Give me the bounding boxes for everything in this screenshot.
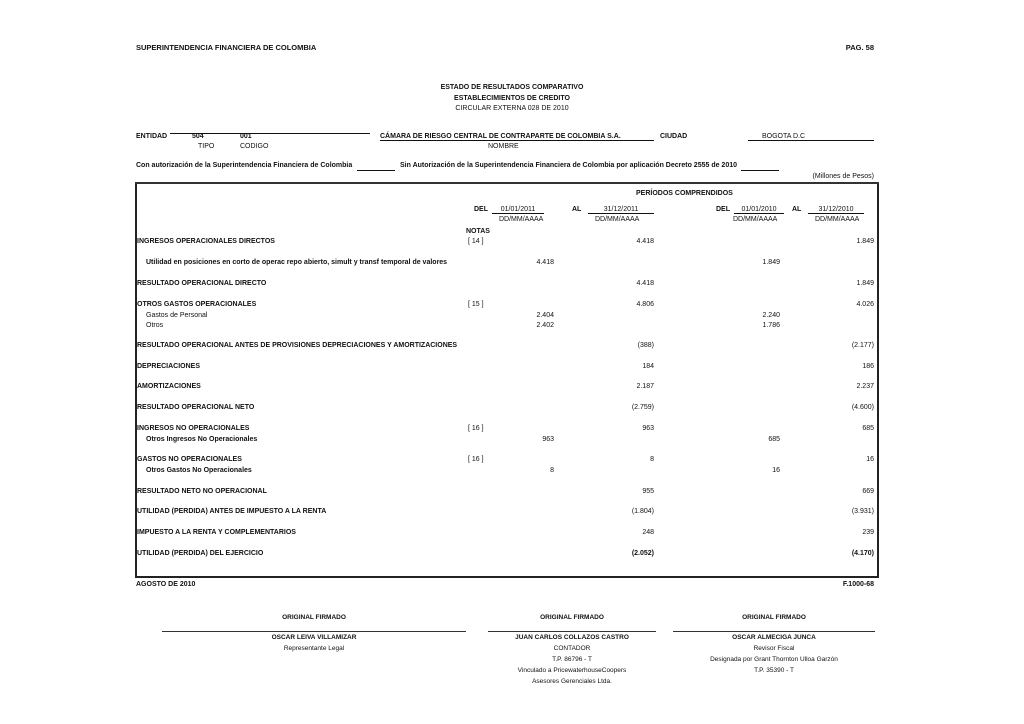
row-value-c3: 2.240 <box>762 312 780 319</box>
row-note: [ 15 ] <box>468 301 484 308</box>
row-value-c3: 685 <box>768 436 780 443</box>
signatory-detail: Representante Legal <box>283 645 345 652</box>
row-value-c4: 186 <box>862 363 874 370</box>
signatory-name: OSCAR LEIVA VILLAMIZAR <box>271 634 357 641</box>
p1-to-date: 31/12/2011 <box>588 206 654 214</box>
signatory-detail: CONTADOR <box>553 645 591 652</box>
row-note: [ 14 ] <box>468 238 484 245</box>
p1-from-format: DD/MM/AAAA <box>499 216 544 223</box>
authorization-without-blank <box>741 162 779 171</box>
row-value-c2: 248 <box>642 529 654 536</box>
signatory-name: OSCAR ALMECIGA JUNCA <box>732 634 816 641</box>
row-value-c4: 16 <box>866 456 874 463</box>
row-value-c1: 8 <box>550 467 554 474</box>
form-code: F.1000-68 <box>842 581 874 588</box>
row-value-c1: 2.404 <box>536 312 554 319</box>
signature-status: ORIGINAL FIRMADO <box>540 614 604 621</box>
authorization-with: Con autorización de la Superintendencia Financiera de Colombia <box>136 162 353 169</box>
p1-al-label: AL <box>572 206 582 213</box>
row-value-c2: (2.759) <box>631 404 654 411</box>
row-label: AMORTIZACIONES <box>137 383 201 390</box>
entity-codigo: 001 <box>240 133 252 140</box>
row-value-c2: 4.418 <box>636 280 654 287</box>
row-value-c2: (1.804) <box>631 508 654 515</box>
row-value-c2: 2.187 <box>636 383 654 390</box>
signatory-detail: Asesores Gerenciales Ltda. <box>532 678 612 685</box>
row-value-c2: 955 <box>642 488 654 495</box>
city-value: BOGOTA D.C <box>748 133 874 141</box>
report-circular: CIRCULAR EXTERNA 028 DE 2010 <box>455 105 569 112</box>
report-title: ESTADO DE RESULTADOS COMPARATIVO <box>440 84 584 91</box>
row-value-c2: 4.418 <box>636 238 654 245</box>
row-label: Otros Gastos No Operacionales <box>146 467 252 474</box>
p2-to-date: 31/12/2010 <box>808 206 864 214</box>
p2-del-label: DEL <box>716 206 730 213</box>
p1-to-format: DD/MM/AAAA <box>595 216 640 223</box>
authorization-with-blank <box>357 162 395 171</box>
p2-to-format: DD/MM/AAAA <box>815 216 860 223</box>
row-value-c2: 8 <box>650 456 654 463</box>
row-value-c1: 963 <box>542 436 554 443</box>
signature-status: ORIGINAL FIRMADO <box>282 614 346 621</box>
row-value-c4: (4.170) <box>851 550 874 557</box>
row-label: Utilidad en posiciones en corto de operac repo abierto, simult y transf temporal de valores <box>146 259 448 266</box>
row-label: UTILIDAD (PERDIDA) DEL EJERCICIO <box>137 550 264 557</box>
nombre-caption: NOMBRE <box>488 143 519 150</box>
city-label: CIUDAD <box>660 133 688 140</box>
row-label: DEPRECIACIONES <box>137 363 201 370</box>
row-value-c2: 963 <box>642 425 654 432</box>
p2-al-label: AL <box>792 206 802 213</box>
tipo-caption: TIPO <box>198 143 215 150</box>
signatory-detail: Designada por Grant Thornton Ulloa Garzón <box>710 656 838 663</box>
signatory-detail: Vinculado a PricewaterhouseCoopers <box>517 667 627 674</box>
row-value-c3: 1.786 <box>762 322 780 329</box>
signatory-detail: Revisor Fiscal <box>753 645 795 652</box>
row-value-c4: 1.849 <box>856 280 874 287</box>
row-label: Gastos de Personal <box>146 312 208 319</box>
signatory-name: JUAN CARLOS COLLAZOS CASTRO <box>515 634 629 641</box>
row-label: IMPUESTO A LA RENTA Y COMPLEMENTARIOS <box>137 529 296 536</box>
row-label: RESULTADO OPERACIONAL NETO <box>137 404 255 411</box>
agency-header: SUPERINTENDENCIA FINANCIERA DE COLOMBIA <box>136 43 317 52</box>
row-value-c1: 4.418 <box>536 259 554 266</box>
p2-from-format: DD/MM/AAAA <box>733 216 778 223</box>
p2-from-date: 01/01/2010 <box>734 206 784 214</box>
row-value-c4: (2.177) <box>851 342 874 349</box>
row-label: RESULTADO OPERACIONAL ANTES DE PROVISIONES DEPRECIACIONES Y AMORTIZACIONES <box>137 342 458 349</box>
row-label: RESULTADO NETO NO OPERACIONAL <box>137 488 267 495</box>
footer-date: AGOSTO DE 2010 <box>136 581 196 588</box>
row-value-c2: 184 <box>642 363 654 370</box>
row-label: INGRESOS NO OPERACIONALES <box>137 425 250 432</box>
row-value-c4: (4.600) <box>851 404 874 411</box>
row-value-c3: 1.849 <box>762 259 780 266</box>
row-value-c4: 1.849 <box>856 238 874 245</box>
row-value-c4: 2.237 <box>856 383 874 390</box>
report-subtitle: ESTABLECIMIENTOS DE CREDITO <box>454 95 570 102</box>
row-label: UTILIDAD (PERDIDA) ANTES DE IMPUESTO A LA RENTA <box>137 508 327 515</box>
authorization-without: Sin Autorización de la Superintendencia Financiera de Colombia por aplicación Decreto 2555 de 2010 <box>400 162 738 169</box>
p1-del-label: DEL <box>474 206 488 213</box>
row-label: INGRESOS OPERACIONALES DIRECTOS <box>137 238 275 245</box>
row-value-c4: 4.026 <box>856 301 874 308</box>
units-label: (Millones de Pesos) <box>812 173 874 180</box>
codigo-caption: CODIGO <box>240 143 269 150</box>
page-number: PAG. 58 <box>845 43 874 52</box>
row-value-c1: 2.402 <box>536 322 554 329</box>
row-note: [ 16 ] <box>468 425 484 432</box>
row-value-c4: 239 <box>862 529 874 536</box>
row-label: OTROS GASTOS OPERACIONALES <box>137 301 257 308</box>
row-value-c3: 16 <box>772 467 780 474</box>
row-note: [ 16 ] <box>468 456 484 463</box>
row-value-c4: (3.931) <box>851 508 874 515</box>
row-label: RESULTADO OPERACIONAL DIRECTO <box>137 280 267 287</box>
row-label: Otros Ingresos No Operacionales <box>146 436 258 443</box>
signature-status: ORIGINAL FIRMADO <box>742 614 806 621</box>
row-label: GASTOS NO OPERACIONALES <box>137 456 242 463</box>
signatory-detail: T.P. 35390 - T <box>754 667 794 674</box>
p1-from-date: 01/01/2011 <box>492 206 544 214</box>
signatory-detail: T.P. 86796 - T <box>552 656 592 663</box>
notes-header: NOTAS <box>466 228 490 235</box>
periods-title: PERÍODOS COMPRENDIDOS <box>636 190 733 197</box>
row-value-c4: 685 <box>862 425 874 432</box>
row-label: Otros <box>146 322 164 329</box>
entity-name: CÁMARA DE RIESGO CENTRAL DE CONTRAPARTE DE COLOMBIA S.A. <box>380 133 654 141</box>
row-value-c2: (388) <box>637 342 654 349</box>
row-value-c4: 669 <box>862 488 874 495</box>
entity-label: ENTIDAD <box>136 133 168 140</box>
row-value-c2: (2.052) <box>631 550 654 557</box>
entity-tipo: 504 <box>192 133 204 140</box>
row-value-c2: 4.806 <box>636 301 654 308</box>
